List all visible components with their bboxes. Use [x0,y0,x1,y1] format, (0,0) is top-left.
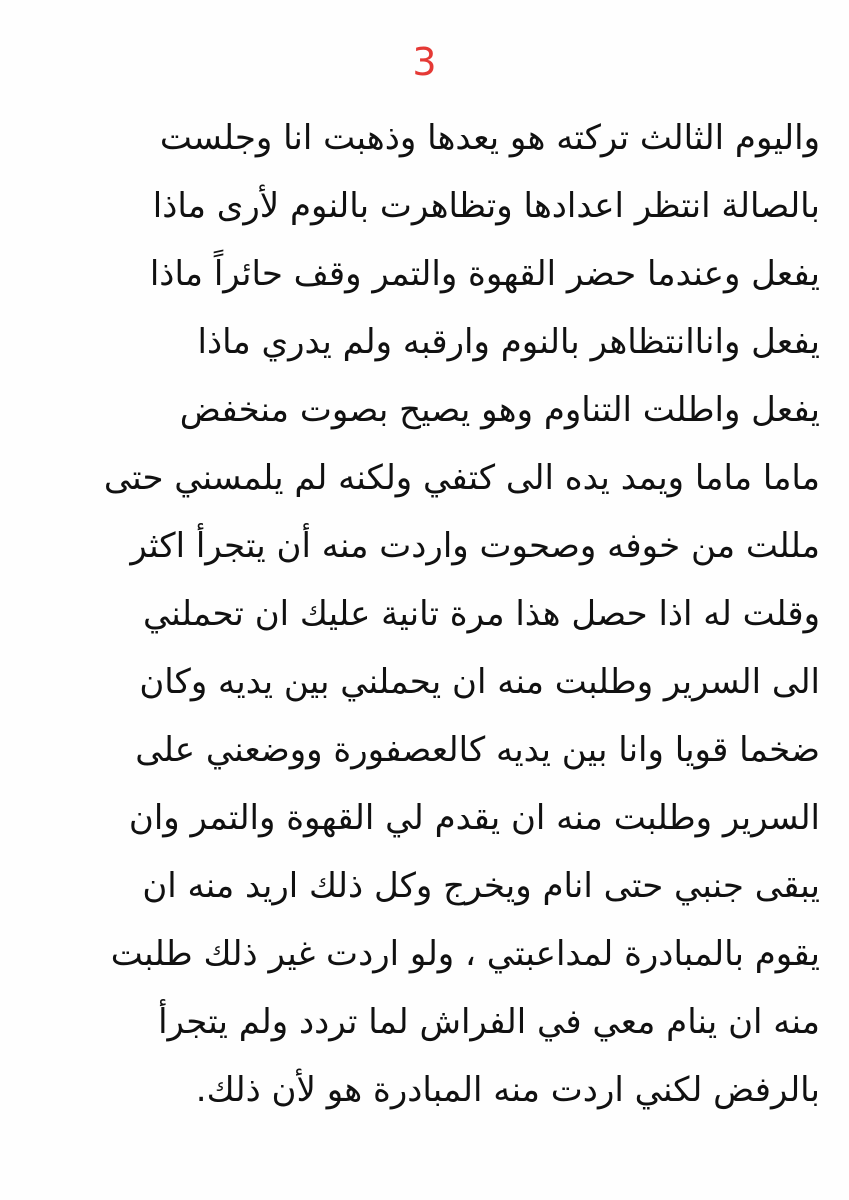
text-line: يفعل واناانتظاهر بالنوم وارقبه ولم يدري ماذا [197,322,820,362]
text-line: يقوم بالمبادرة لمداعبتي ، ولو اردت غير ذلك طلبت [110,934,820,974]
text-line: يفعل واطلت التناوم وهو يصيح بصوت منخفض [179,390,820,430]
text-line: بالصالة انتظر اعدادها وتظاهرت بالنوم لأرى ماذا [152,186,820,226]
text-line: ضخما قويا وانا بين يديه كالعصفورة ووضعني على [135,730,820,770]
text-line: السرير وطلبت منه ان يقدم لي القهوة والتمر وان [128,798,820,838]
page-number: 3 [412,40,437,84]
text-line: مللت من خوفه وصحوت واردت منه أن يتجرأ اكثر [130,526,820,566]
text-line: بالرفض لكني اردت منه المبادرة هو لأن ذلك. [195,1070,820,1110]
text-line: واليوم الثالث تركته هو يعدها وذهبت انا وجلست [159,118,820,158]
text-line: منه ان ينام معي في الفراش لما تردد ولم يتجرأ [158,1002,820,1042]
text-line: يبقى جنبي حتى انام ويخرج وكل ذلك اريد منه ان [142,866,820,906]
text-line: يفعل وعندما حضر القهوة والتمر وقف حائراً ماذا [149,254,820,294]
text-line: وقلت له اذا حصل هذا مرة تانية عليك ان تحملني [142,594,820,634]
text-line: ماما ماما ويمد يده الى كتفي ولكنه لم يلمسني حتى [103,458,820,498]
story-paragraph [40,104,820,1124]
text-line: الى السرير وطلبت منه ان يحملني بين يديه وكان [139,662,820,702]
